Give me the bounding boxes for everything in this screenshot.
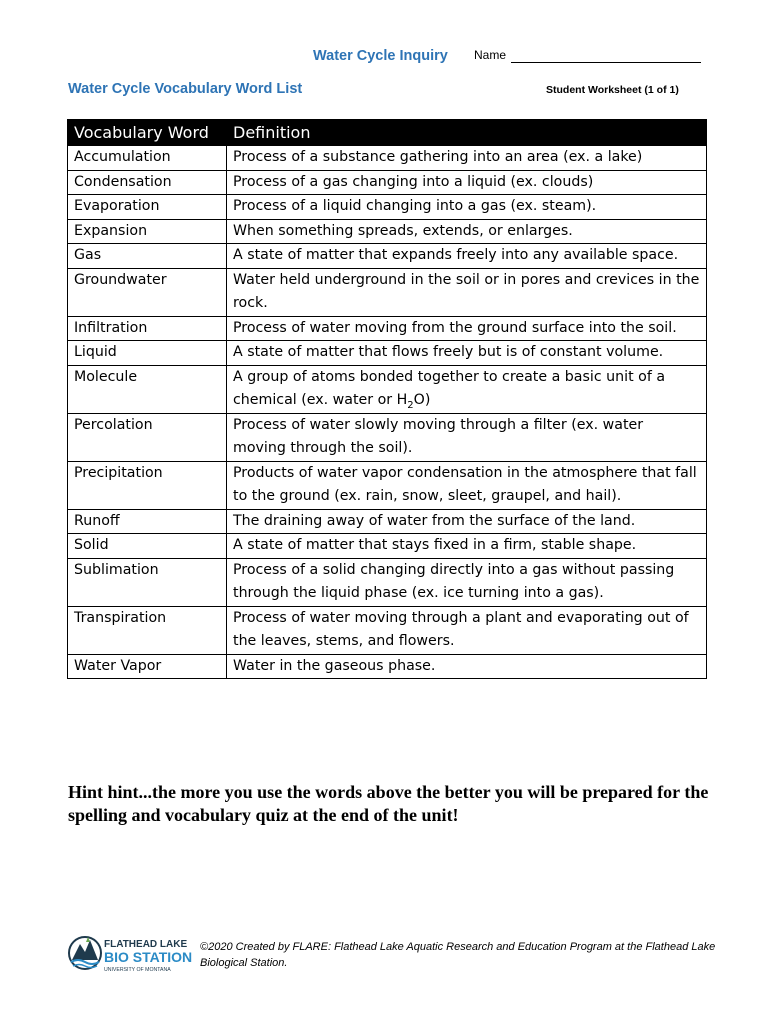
svg-text:FLATHEAD LAKE: FLATHEAD LAKE: [104, 939, 188, 950]
worksheet-title: Water Cycle Inquiry: [313, 48, 448, 64]
svg-text:BIO STATION: BIO STATION: [104, 949, 193, 965]
table-row: [68, 341, 707, 366]
definition-text: A group of atoms bonded together to create a basic unit of a chemical (ex. water or H: [233, 368, 666, 408]
svg-text:UNIVERSITY OF MONTANA: UNIVERSITY OF MONTANA: [104, 967, 171, 973]
vocabulary-definition: The draining away of water from the surface of the land.: [227, 509, 707, 534]
table-row: [68, 170, 707, 195]
hint-text: Hint hint...the more you use the words above the better you will be prepared for the spelling and vocabulary quiz at the end of the unit!: [68, 782, 709, 825]
vocabulary-definition: A state of matter that stays fixed in a firm, stable shape.: [227, 534, 707, 559]
subscript-text: 2: [407, 399, 414, 411]
footer-credit: ©2020 Created by FLARE: Flathead Lake Aquatic Research and Education Program at the Flathead Lake Biological Station.: [200, 941, 716, 969]
vocabulary-definition: Process of a solid changing directly into a gas without passing through the liquid phase (ex. ice turning into a gas).: [227, 558, 707, 606]
vocabulary-table: [67, 119, 707, 679]
column-header-definition: Definition: [227, 120, 707, 146]
flathead-lake-bio-station-logo: [66, 926, 194, 978]
vocabulary-word: Liquid: [68, 341, 227, 366]
vocabulary-definition: Products of water vapor condensation in the atmosphere that fall to the ground (ex. rain, snow, sleet, graupel, and hail).: [227, 461, 707, 509]
vocabulary-word: Precipitation: [68, 461, 227, 509]
name-field-line[interactable]: [511, 62, 701, 63]
vocabulary-word: Evaporation: [68, 195, 227, 220]
vocabulary-definition: Process of water moving from the ground surface into the soil.: [227, 316, 707, 341]
vocabulary-word: Condensation: [68, 170, 227, 195]
vocabulary-word: Infiltration: [68, 316, 227, 341]
vocabulary-definition: Process of water slowly moving through a filter (ex. water moving through the soil).: [227, 413, 707, 461]
vocabulary-definition: Process of a substance gathering into an area (ex. a lake): [227, 146, 707, 171]
table-row: [68, 146, 707, 171]
vocabulary-list-title: Water Cycle Vocabulary Word List: [68, 81, 303, 97]
vocabulary-definition: When something spreads, extends, or enlarges.: [227, 219, 707, 244]
vocabulary-word: Expansion: [68, 219, 227, 244]
vocabulary-word: Percolation: [68, 413, 227, 461]
table-row: [68, 268, 707, 316]
table-row: [68, 195, 707, 220]
vocabulary-definition: A state of matter that expands freely into any available space.: [227, 244, 707, 269]
vocabulary-definition: Process of a gas changing into a liquid (ex. clouds): [227, 170, 707, 195]
vocabulary-word: Molecule: [68, 365, 227, 413]
name-label: Name: [474, 48, 507, 62]
vocabulary-word: Groundwater: [68, 268, 227, 316]
vocabulary-definition: Water held underground in the soil or in pores and crevices in the rock.: [227, 268, 707, 316]
vocabulary-word: Gas: [68, 244, 227, 269]
table-row: [68, 365, 707, 413]
vocabulary-table-body: [68, 146, 707, 679]
vocabulary-definition: [227, 365, 707, 413]
table-row: [68, 316, 707, 341]
table-row: [68, 244, 707, 269]
table-row: [68, 413, 707, 461]
vocabulary-definition: Process of a liquid changing into a gas (ex. steam).: [227, 195, 707, 220]
vocabulary-word: Transpiration: [68, 606, 227, 654]
table-header-row: [68, 120, 707, 146]
vocabulary-word: Water Vapor: [68, 654, 227, 679]
column-header-word: Vocabulary Word: [68, 120, 227, 146]
table-row: [68, 654, 707, 679]
definition-text: O): [413, 392, 431, 408]
table-row: [68, 606, 707, 654]
table-row: [68, 558, 707, 606]
vocabulary-word: Accumulation: [68, 146, 227, 171]
table-row: [68, 461, 707, 509]
table-row: [68, 219, 707, 244]
table-row: [68, 534, 707, 559]
vocabulary-definition: Water in the gaseous phase.: [227, 654, 707, 679]
vocabulary-definition: Process of water moving through a plant and evaporating out of the leaves, stems, and flowers.: [227, 606, 707, 654]
vocabulary-word: Runoff: [68, 509, 227, 534]
vocabulary-word: Sublimation: [68, 558, 227, 606]
worksheet-label: Student Worksheet (1 of 1): [546, 84, 679, 96]
vocabulary-word: Solid: [68, 534, 227, 559]
table-row: [68, 509, 707, 534]
vocabulary-definition: A state of matter that flows freely but is of constant volume.: [227, 341, 707, 366]
